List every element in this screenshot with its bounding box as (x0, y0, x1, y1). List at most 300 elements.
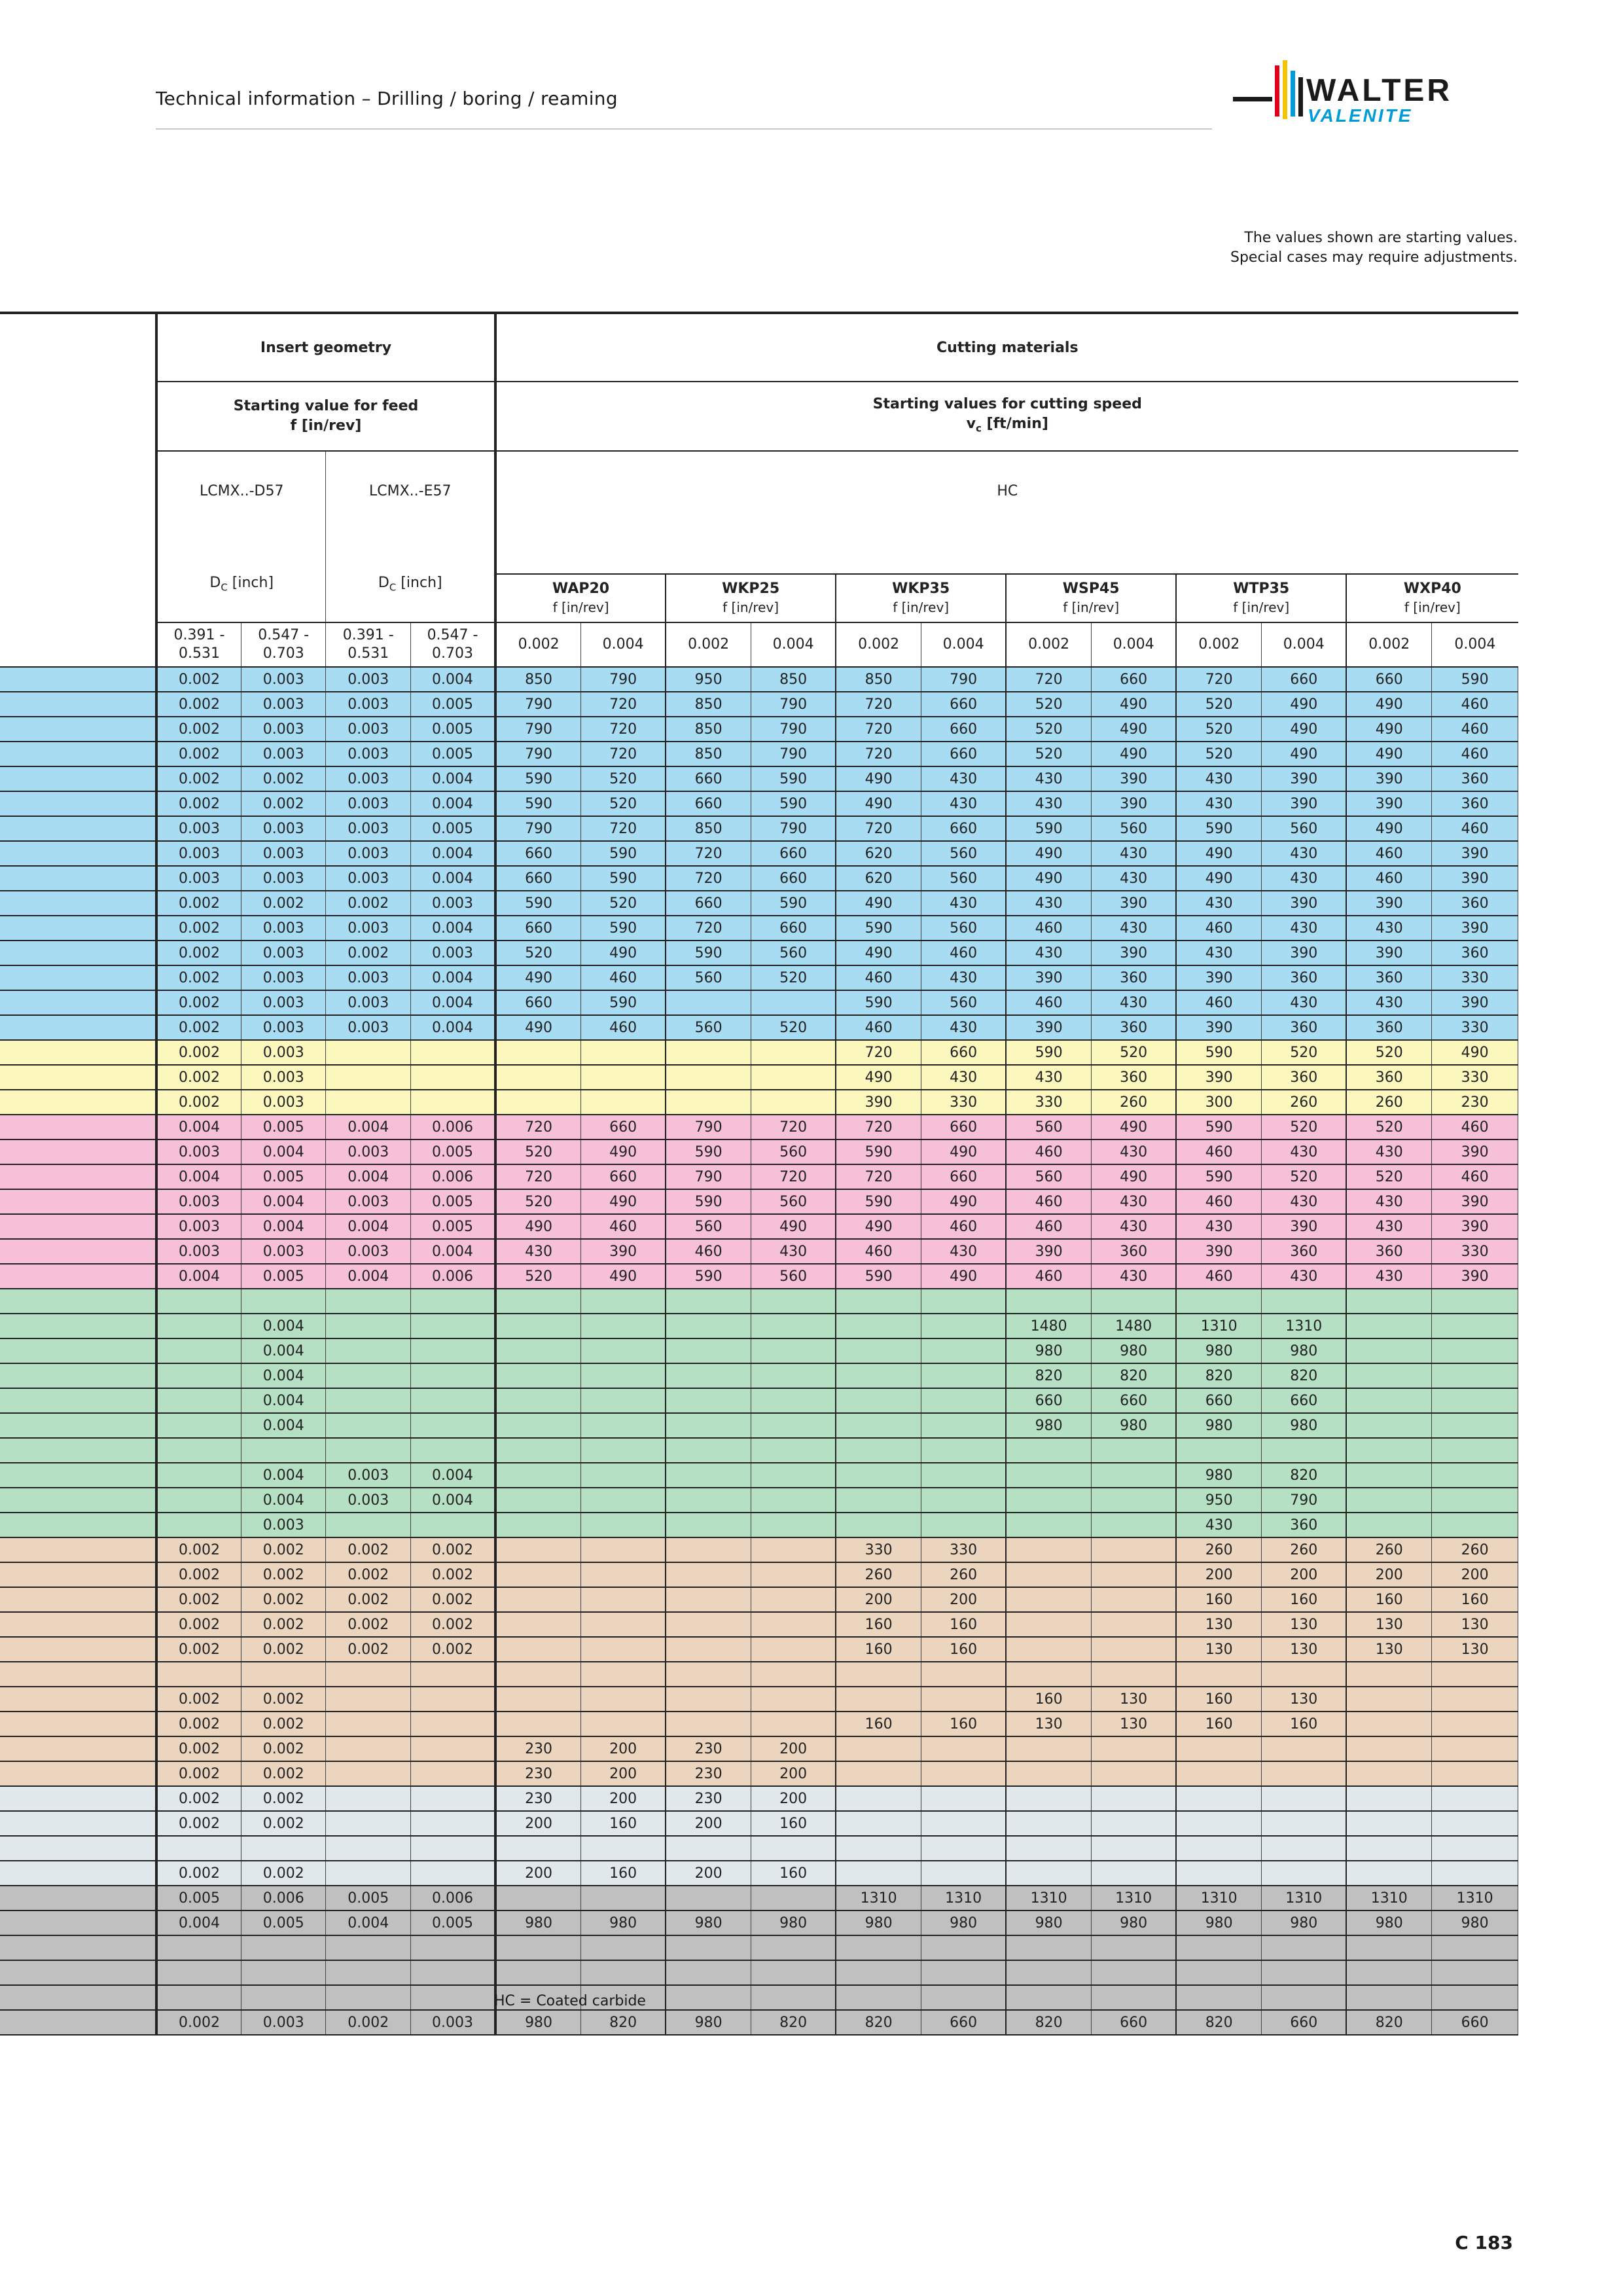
table-cell (581, 1537, 666, 1562)
table-cell (581, 1040, 666, 1065)
table-cell: 430 (1092, 866, 1177, 891)
table-cell: 980 (1176, 1463, 1262, 1488)
row-label-cell (0, 990, 156, 1015)
table-cell (751, 1612, 836, 1637)
table-cell: 980 (1262, 1413, 1347, 1438)
table-cell: 390 (1346, 891, 1432, 916)
dc-unit: [inch] (227, 575, 274, 591)
table-cell: 520 (1006, 742, 1092, 766)
table-cell: 660 (751, 866, 836, 891)
table-cell: 0.002 (411, 1637, 496, 1662)
table-cell: 460 (1432, 1164, 1518, 1189)
table-cell (1092, 1488, 1177, 1513)
table-cell: 520 (581, 766, 666, 791)
row-label-cell (0, 1015, 156, 1040)
row-label-cell (0, 1985, 156, 2010)
table-cell: 390 (1432, 1214, 1518, 1239)
table-cell: 390 (1432, 1264, 1518, 1289)
table-cell (1176, 1985, 1262, 2010)
table-cell: 490 (921, 1139, 1007, 1164)
table-cell: 790 (1262, 1488, 1347, 1513)
table-cell: 950 (1176, 1488, 1262, 1513)
table-row (0, 816, 1518, 841)
table-cell (156, 1363, 241, 1388)
table-cell: 0.002 (156, 941, 241, 965)
table-cell: 0.002 (156, 667, 241, 692)
table-cell: 590 (836, 1189, 921, 1214)
table-cell (1346, 1314, 1432, 1338)
table-cell: 0.003 (241, 1513, 326, 1537)
table-cell: 790 (666, 1115, 751, 1139)
table-cell: 390 (1432, 916, 1518, 941)
table-row (0, 841, 1518, 866)
grade-wkp35 (836, 574, 1006, 622)
table-cell: 0.003 (156, 1239, 241, 1264)
table-cell: 0.004 (241, 1139, 326, 1164)
table-cell: 200 (751, 1786, 836, 1811)
table-cell: 790 (751, 717, 836, 742)
table-cell (411, 1960, 496, 1985)
table-cell: 850 (751, 667, 836, 692)
table-cell: 660 (1176, 1388, 1262, 1413)
table-cell: 720 (1006, 667, 1092, 692)
table-cell: 720 (836, 1040, 921, 1065)
table-cell (495, 1090, 581, 1115)
table-cell: 0.006 (241, 1886, 326, 1910)
table-cell: 430 (1262, 1264, 1347, 1289)
table-cell: 720 (751, 1115, 836, 1139)
grade-wap20 (495, 574, 666, 622)
table-cell: 430 (1346, 1264, 1432, 1289)
table-cell: 330 (1432, 1015, 1518, 1040)
table-cell: 490 (836, 1214, 921, 1239)
table-cell (1432, 1463, 1518, 1488)
table-cell (751, 1662, 836, 1687)
table-cell (1176, 1960, 1262, 1985)
table-row (0, 1488, 1518, 1513)
geometry-d57: LCMX..-D57 (156, 451, 326, 574)
table-cell (1432, 1811, 1518, 1836)
table-cell: 0.002 (326, 1562, 411, 1587)
table-row (0, 1662, 1518, 1687)
row-label-cell (0, 1090, 156, 1115)
dc-symbol: D (209, 575, 221, 591)
table-cell: 430 (495, 1239, 581, 1264)
insert-geometry-header: Insert geometry (156, 313, 495, 382)
row-label-cell (0, 667, 156, 692)
table-cell (495, 1537, 581, 1562)
table-cell (751, 1836, 836, 1861)
table-cell (495, 1463, 581, 1488)
table-cell (326, 1388, 411, 1413)
table-cell (495, 1388, 581, 1413)
table-row (0, 866, 1518, 891)
table-cell: 260 (1432, 1537, 1518, 1562)
table-cell: 130 (1262, 1612, 1347, 1637)
table-cell (1262, 1985, 1347, 2010)
table-cell (581, 1935, 666, 1960)
table-cell: 590 (666, 1139, 751, 1164)
table-cell (1346, 1289, 1432, 1314)
table-cell: 520 (1006, 717, 1092, 742)
table-cell (921, 1786, 1007, 1811)
table-cell: 520 (1346, 1164, 1432, 1189)
table-cell (1092, 1736, 1177, 1761)
table-cell (751, 990, 836, 1015)
table-cell (1432, 1786, 1518, 1811)
table-cell: 460 (836, 965, 921, 990)
table-cell: 360 (1346, 1015, 1432, 1040)
table-cell: 160 (1346, 1587, 1432, 1612)
table-row (0, 1910, 1518, 1935)
table-cell (581, 1363, 666, 1388)
table-cell (836, 1289, 921, 1314)
table-row (0, 1736, 1518, 1761)
table-cell: 0.002 (156, 1065, 241, 1090)
speed-title: Starting values for cutting speed (872, 395, 1142, 412)
table-cell: 0.003 (326, 1463, 411, 1488)
table-row (0, 1612, 1518, 1637)
table-cell (921, 1662, 1007, 1687)
table-row (0, 1712, 1518, 1736)
table-row (0, 965, 1518, 990)
logo-text-walter: WALTER (1306, 73, 1453, 108)
table-cell (751, 1438, 836, 1463)
row-label-cell (0, 1736, 156, 1761)
table-cell: 0.003 (156, 841, 241, 866)
table-cell: 430 (1092, 1264, 1177, 1289)
table-cell (1346, 1488, 1432, 1513)
table-cell: 0.003 (326, 791, 411, 816)
table-cell (411, 1065, 496, 1090)
table-cell (411, 1687, 496, 1712)
table-cell: 0.003 (241, 667, 326, 692)
table-cell: 560 (921, 990, 1007, 1015)
table-cell: 590 (1006, 816, 1092, 841)
table-cell (411, 1090, 496, 1115)
table-cell (1346, 1736, 1432, 1761)
table-cell: 720 (836, 816, 921, 841)
table-cell (1092, 1562, 1177, 1587)
table-cell: 160 (1176, 1712, 1262, 1736)
table-cell (666, 1712, 751, 1736)
table-cell: 390 (581, 1239, 666, 1264)
table-cell (1176, 1289, 1262, 1314)
table-cell (411, 1662, 496, 1687)
table-cell (495, 1040, 581, 1065)
table-cell: 520 (751, 965, 836, 990)
dc-subscript: C (221, 581, 228, 594)
table-cell: 430 (921, 1015, 1007, 1040)
table-cell (751, 1637, 836, 1662)
table-cell: 660 (1262, 667, 1347, 692)
table-cell (666, 1562, 751, 1587)
table-cell: 360 (1346, 1065, 1432, 1090)
table-cell (411, 1338, 496, 1363)
table-cell: 360 (1092, 1065, 1177, 1090)
table-cell: 560 (1006, 1164, 1092, 1189)
table-cell: 390 (1262, 1214, 1347, 1239)
table-cell (495, 1562, 581, 1587)
table-cell: 490 (1346, 692, 1432, 717)
table-cell: 130 (1346, 1637, 1432, 1662)
row-label-cell (0, 692, 156, 717)
table-row (0, 1239, 1518, 1264)
table-cell (666, 1886, 751, 1910)
table-cell (241, 1438, 326, 1463)
table-cell (666, 1363, 751, 1388)
page-number: C 183 (1455, 2232, 1513, 2253)
table-cell (921, 1488, 1007, 1513)
table-cell (751, 1488, 836, 1513)
table-cell: 560 (921, 841, 1007, 866)
feed-col-header: 0.004 (1432, 622, 1518, 667)
table-cell: 490 (1006, 841, 1092, 866)
table-cell: 520 (1262, 1040, 1347, 1065)
table-cell: 0.003 (411, 2010, 496, 2035)
table-cell (1176, 1736, 1262, 1761)
table-cell (666, 1488, 751, 1513)
table-cell (1176, 1438, 1262, 1463)
table-cell: 660 (581, 1164, 666, 1189)
table-cell: 330 (836, 1537, 921, 1562)
table-cell (156, 1935, 241, 1960)
table-cell (921, 1463, 1007, 1488)
table-cell: 0.005 (156, 1886, 241, 1910)
table-cell (326, 1836, 411, 1861)
table-cell (836, 1363, 921, 1388)
row-label-cell (0, 1139, 156, 1164)
table-cell: 590 (836, 916, 921, 941)
table-cell: 300 (1176, 1090, 1262, 1115)
table-cell (581, 1388, 666, 1413)
table-cell: 0.004 (326, 1214, 411, 1239)
table-cell (836, 1960, 921, 1985)
table-cell (666, 1090, 751, 1115)
table-cell: 660 (495, 841, 581, 866)
table-cell (1262, 1438, 1347, 1463)
table-cell: 0.002 (156, 965, 241, 990)
cutting-materials-header: Cutting materials (495, 313, 1518, 382)
table-cell: 0.002 (241, 1612, 326, 1637)
row-label-cell (0, 1612, 156, 1637)
range-line: 0.391 - (173, 627, 225, 643)
table-cell: 0.002 (241, 1861, 326, 1886)
hc-header: HC (495, 451, 1518, 574)
table-row (0, 1463, 1518, 1488)
table-cell (411, 1513, 496, 1537)
table-cell: 0.004 (411, 866, 496, 891)
table-cell: 660 (751, 841, 836, 866)
table-cell (581, 1960, 666, 1985)
table-cell: 660 (1092, 667, 1177, 692)
table-cell: 0.005 (411, 742, 496, 766)
table-cell: 260 (836, 1562, 921, 1587)
table-cell (666, 1289, 751, 1314)
table-cell: 430 (1176, 766, 1262, 791)
table-cell (1006, 1537, 1092, 1562)
table-row (0, 692, 1518, 717)
grade-wkp25 (666, 574, 836, 622)
table-cell (1006, 1786, 1092, 1811)
table-cell: 490 (581, 1264, 666, 1289)
table-cell: 490 (1346, 816, 1432, 841)
table-cell (836, 1861, 921, 1886)
table-cell: 0.002 (156, 1637, 241, 1662)
table-row (0, 1065, 1518, 1090)
table-cell: 720 (836, 692, 921, 717)
table-cell (495, 1712, 581, 1736)
table-row (0, 1935, 1518, 1960)
table-cell (326, 1786, 411, 1811)
table-cell (411, 1314, 496, 1338)
table-cell (1346, 1786, 1432, 1811)
table-cell: 490 (495, 1015, 581, 1040)
table-cell: 590 (1176, 1115, 1262, 1139)
table-cell: 330 (1432, 1065, 1518, 1090)
table-cell: 390 (1006, 965, 1092, 990)
table-cell (666, 1438, 751, 1463)
table-cell (581, 1612, 666, 1637)
table-cell: 0.002 (156, 1861, 241, 1886)
range-cell (241, 622, 326, 667)
table-cell: 360 (1262, 965, 1347, 990)
table-cell: 160 (581, 1811, 666, 1836)
table-cell (921, 1513, 1007, 1537)
table-cell: 0.003 (241, 916, 326, 941)
row-label-cell (0, 742, 156, 766)
table-cell (495, 1587, 581, 1612)
table-cell: 0.003 (326, 965, 411, 990)
row-label-cell (0, 1239, 156, 1264)
table-cell (666, 1314, 751, 1338)
table-cell (1092, 1761, 1177, 1786)
table-cell: 720 (836, 1115, 921, 1139)
table-cell (1092, 1935, 1177, 1960)
table-cell: 460 (1006, 1189, 1092, 1214)
table-cell (1346, 1438, 1432, 1463)
table-cell: 0.002 (411, 1537, 496, 1562)
table-cell: 720 (836, 742, 921, 766)
table-cell: 0.003 (156, 1139, 241, 1164)
table-cell: 980 (1432, 1910, 1518, 1935)
feed-col-header: 0.004 (751, 622, 836, 667)
header-rule (156, 128, 1212, 130)
table-cell (836, 1388, 921, 1413)
table-cell: 0.003 (241, 692, 326, 717)
table-cell (751, 1090, 836, 1115)
table-cell: 980 (1006, 1338, 1092, 1363)
table-cell: 430 (1346, 990, 1432, 1015)
table-cell: 490 (1262, 742, 1347, 766)
table-cell: 520 (751, 1015, 836, 1040)
table-cell: 0.002 (156, 916, 241, 941)
table-cell: 980 (1346, 1910, 1432, 1935)
table-cell: 0.002 (241, 1587, 326, 1612)
table-cell (1346, 1836, 1432, 1861)
table-cell: 390 (1432, 841, 1518, 866)
table-cell: 460 (1006, 1264, 1092, 1289)
table-cell: 390 (1346, 941, 1432, 965)
table-cell (1092, 1463, 1177, 1488)
table-cell: 0.006 (411, 1164, 496, 1189)
table-cell (1346, 1861, 1432, 1886)
table-row (0, 791, 1518, 816)
table-cell: 0.002 (326, 1587, 411, 1612)
row-label-cell (0, 891, 156, 916)
table-cell (1262, 1811, 1347, 1836)
table-cell (156, 1388, 241, 1413)
table-cell: 660 (581, 1115, 666, 1139)
table-cell (666, 1612, 751, 1637)
table-row (0, 1289, 1518, 1314)
table-cell: 430 (1346, 1139, 1432, 1164)
row-label-cell (0, 1886, 156, 1910)
table-cell (495, 1488, 581, 1513)
table-cell: 590 (666, 941, 751, 965)
table-cell (581, 1587, 666, 1612)
table-cell: 520 (581, 891, 666, 916)
table-cell: 200 (666, 1811, 751, 1836)
dc-subscript: C (389, 581, 397, 594)
table-cell: 520 (1176, 692, 1262, 717)
table-cell: 360 (1092, 1015, 1177, 1040)
feed-header (156, 382, 495, 451)
table-cell: 720 (666, 841, 751, 866)
table-cell: 430 (1092, 841, 1177, 866)
table-cell: 0.004 (411, 791, 496, 816)
table-cell (666, 1338, 751, 1363)
table-cell: 390 (1006, 1239, 1092, 1264)
table-cell (921, 1811, 1007, 1836)
table-cell: 160 (1176, 1587, 1262, 1612)
table-cell: 560 (751, 1264, 836, 1289)
row-label-cell (0, 1836, 156, 1861)
table-cell (921, 1687, 1007, 1712)
table-cell: 490 (836, 766, 921, 791)
table-cell: 0.002 (241, 1811, 326, 1836)
table-cell: 200 (921, 1587, 1007, 1612)
table-cell (1176, 1811, 1262, 1836)
cutting-data-table (0, 312, 1518, 2036)
table-cell (836, 1761, 921, 1786)
table-cell (581, 1886, 666, 1910)
table-cell: 0.002 (326, 941, 411, 965)
table-cell: 160 (751, 1811, 836, 1836)
table-cell (751, 1338, 836, 1363)
table-cell: 0.004 (241, 1338, 326, 1363)
note-line-2: Special cases may require adjustments. (1230, 249, 1518, 266)
table-cell (495, 1960, 581, 1985)
table-cell: 660 (751, 916, 836, 941)
table-cell: 130 (1092, 1687, 1177, 1712)
feed-col-header: 0.002 (836, 622, 921, 667)
table-cell: 820 (836, 2010, 921, 2035)
table-row (0, 1637, 1518, 1662)
table-cell: 0.005 (241, 1264, 326, 1289)
table-cell: 390 (1006, 1015, 1092, 1040)
table-cell: 620 (836, 841, 921, 866)
table-cell: 490 (1176, 841, 1262, 866)
table-cell (1432, 1960, 1518, 1985)
table-cell: 850 (666, 692, 751, 717)
table-cell: 460 (1176, 990, 1262, 1015)
row-label-cell (0, 1413, 156, 1438)
grade-name: WTP35 (1233, 581, 1290, 597)
speed-header (495, 382, 1518, 451)
table-cell (495, 1065, 581, 1090)
table-cell: 520 (495, 1139, 581, 1164)
